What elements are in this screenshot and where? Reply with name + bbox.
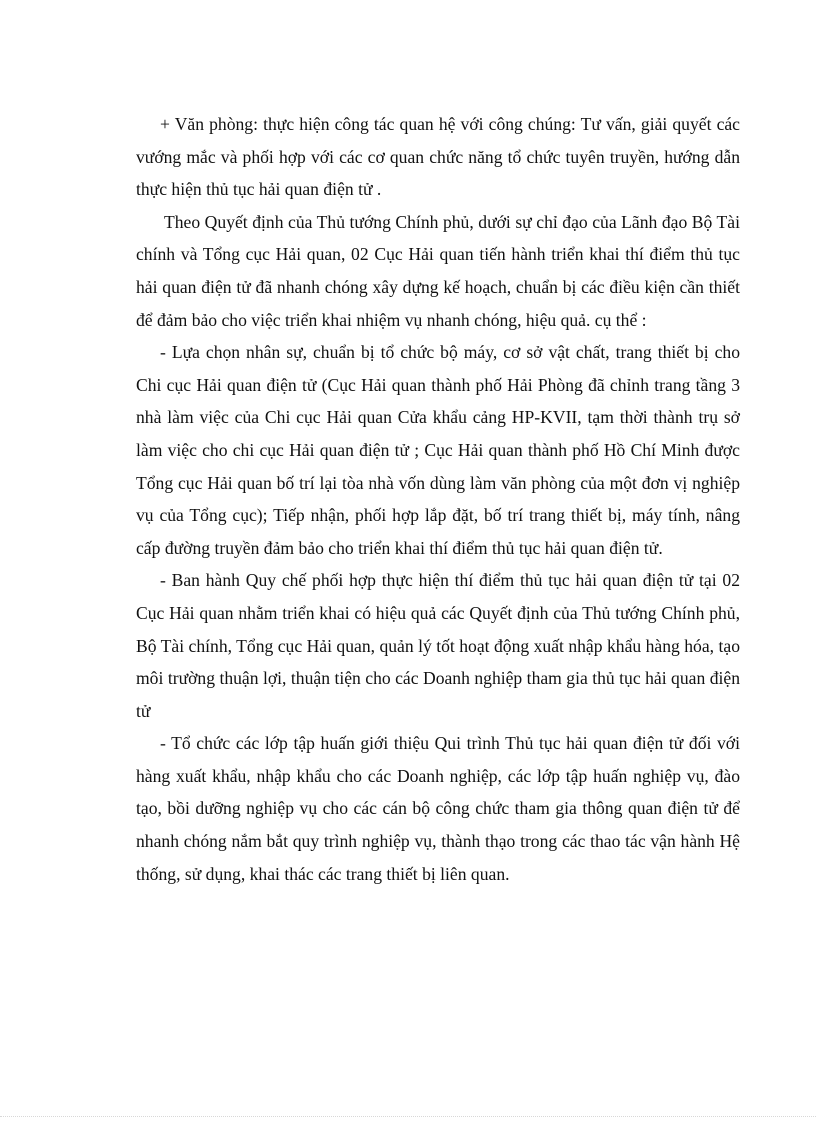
paragraph-training-courses: - Tổ chức các lớp tập huấn giới thiệu Qui trình Thủ tục hải quan điện tử đối với hàng xuất khẩu, nhập khẩu cho các Doanh nghiệp, các lớp tập huấn nghiệp vụ, đào tạo, bồi dưỡng nghiệp vụ cho các cán bộ công chức tham gia thông quan điện tử để nhanh chóng nắm bắt quy trình nghiệp vụ, thành thạo trong các thao tác vận hành Hệ thống, sử dụng, khai thác các trang thiết bị liên quan. xyxy=(136,733,740,884)
document-body xyxy=(136,108,740,890)
paragraph-office-public-relations: + Văn phòng: thực hiện công tác quan hệ với công chúng: Tư vấn, giải quyết các vướng mắc và phối hợp với các cơ quan chức năng tổ chức tuyên truyền, hướng dẫn thực hiện thủ tục hải quan điện tử . xyxy=(136,114,740,200)
page-bottom-divider xyxy=(0,1116,816,1117)
paragraph-personnel-selection: - Lựa chọn nhân sự, chuẩn bị tổ chức bộ máy, cơ sở vật chất, trang thiết bị cho Chi cục Hải quan điện tử (Cục Hải quan thành phố Hải Phòng đã chỉnh trang tầng 3 nhà làm việc của Chi cục Hải quan Cửa khẩu cảng HP-KVII, tạm thời thành trụ sở làm việc cho chi cục Hải quan điện tử ; Cục Hải quan thành phố Hồ Chí Minh được Tổng cục Hải quan bố trí lại tòa nhà vốn dùng làm văn phòng của một đơn vị nghiệp vụ của Tổng cục); Tiếp nhận, phối hợp lắp đặt, bố trí trang thiết bị, máy tính, nâng cấp đường truyền đảm bảo cho triển khai thí điểm thủ tục hải quan điện tử. xyxy=(136,342,740,558)
paragraph-prime-minister-decision: Theo Quyết định của Thủ tướng Chính phủ, dưới sự chỉ đạo của Lãnh đạo Bộ Tài chính và Tổng cục Hải quan, 02 Cục Hải quan tiến hành triển khai thí điểm thủ tục hải quan điện tử đã nhanh chóng xây dựng kế hoạch, chuẩn bị các điều kiện cần thiết để đảm bảo cho việc triển khai nhiệm vụ nhanh chóng, hiệu quả. cụ thể : xyxy=(136,211,740,330)
paragraph-coordination-regulation: - Ban hành Quy chế phối hợp thực hiện thí điểm thủ tục hải quan điện tử tại 02 Cục Hải quan nhằm triển khai có hiệu quả các Quyết định của Thủ tướng Chính phủ, Bộ Tài chính, Tổng cục Hải quan, quản lý tốt hoạt động xuất nhập khẩu hàng hóa, tạo môi trường thuận lợi, thuận tiện cho các Doanh nghiệp tham gia thủ tục hải quan điện tử xyxy=(136,570,740,721)
